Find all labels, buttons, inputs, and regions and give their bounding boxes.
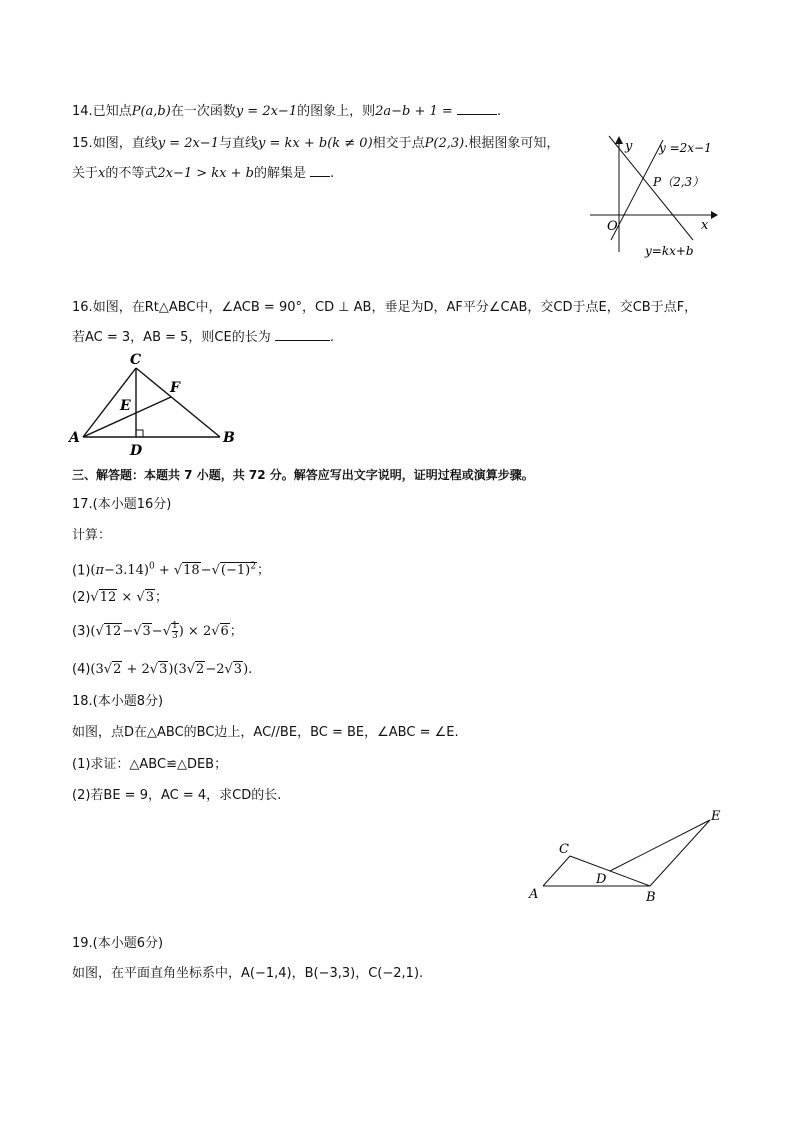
q16-text-1: 如图，在Rt△ABC中，∠ACB = 90°，CD ⊥ AB，垂足为D，AF平分∠CAB，交CD于点E，交CB于点F， (92, 300, 698, 315)
q18-part-2: (2)若BE = 9，AC = 4，求CD的长. (72, 788, 282, 803)
q16-label-f: F (170, 380, 180, 396)
q18-label-a: A (529, 887, 539, 902)
q17-part-2-label: (2) (72, 590, 91, 605)
q15-figure (585, 130, 735, 262)
q17-part-1: $(1)(\pi-3.14)^0 + √18-√(-1)^2$； (72, 562, 270, 579)
q15-y-arrow (615, 136, 623, 144)
q15-text-f: 的不等式 (105, 166, 158, 181)
q15-eq2: y = kx + b(k ≠ 0) (258, 136, 373, 151)
q17-part-4-label: (4) (72, 662, 91, 677)
q17-part-1-label: (1) (72, 563, 91, 579)
q15-text-g: 的解集是 (254, 166, 307, 181)
q17-part-2: (2)√12 × √3； (72, 590, 169, 605)
q18-part-1: (1)求证：△ABC≌△DEB； (72, 757, 228, 772)
q15-text-b: 与直线 (218, 136, 258, 151)
q16-answer-blank[interactable] (275, 328, 330, 341)
q16-number: 16. (72, 300, 93, 315)
q14-number: 14. (72, 104, 93, 119)
q18-side-ac (543, 856, 570, 886)
q17-part-4: (4)(3√2 + 2√3)(3√2−2√3). (72, 662, 253, 677)
q16-right-angle-mark (136, 430, 143, 437)
q18-side-be (650, 820, 710, 886)
q16-label-a: A (69, 430, 80, 446)
q15-text-a: 如图，直线 (92, 136, 158, 151)
q18-figure (525, 808, 725, 904)
q16-end: . (329, 330, 334, 345)
q17-part-3-label: (3) (72, 624, 91, 639)
q16-side-cb (136, 368, 220, 437)
q15-text-c: 相交于点 (372, 136, 425, 151)
q15-text-d: .根据图象可知， (464, 136, 560, 151)
q14-point: P(a,b) (131, 104, 171, 119)
q14-line (72, 102, 501, 122)
q18-label-c: C (559, 842, 569, 857)
q16-figure (68, 350, 238, 458)
q15-line2-label: y=kx+b (645, 244, 694, 258)
q15-end: . (330, 166, 335, 181)
q15-x-arrow (711, 211, 718, 219)
q14-equation: y = 2x−1 (235, 104, 298, 119)
q16-label-c: C (130, 352, 142, 368)
q15-x-label: x (701, 218, 709, 233)
q15-var-x: x (98, 166, 106, 181)
q17-header: 17.(本小题16分) (72, 497, 172, 512)
section-3-title: 三、解答题：本题共 7 小题，共 72 分。解答应写出文字说明，证明过程或演算步骤。 (72, 468, 534, 482)
q18-header: 18.(本小题8分) (72, 694, 164, 709)
q16-text-2: 若AC = 3，AB = 5，则CE的长为 (72, 330, 271, 345)
q15-line-1 (72, 134, 559, 154)
q15-answer-blank[interactable] (310, 164, 330, 177)
q16-line-2 (72, 328, 334, 348)
q14-answer-blank[interactable] (457, 102, 497, 115)
q16-line-1 (72, 298, 697, 318)
q15-line1-label: y =2x−1 (659, 141, 712, 155)
q14-text-2: 在一次函数 (170, 104, 236, 119)
q15-number: 15. (72, 136, 93, 151)
q16-label-b: B (223, 430, 235, 446)
q15-inequality: 2x−1 > kx + b (157, 166, 254, 181)
q14-text-1: 已知点 (92, 104, 132, 119)
q18-label-b: B (646, 890, 656, 904)
q14-expression: 2a−b + 1 = (375, 104, 453, 119)
q15-line-2 (72, 164, 334, 184)
q15-point: P(2,3) (424, 136, 465, 151)
q15-origin-label: O (607, 219, 618, 234)
q18-side-de (610, 820, 710, 871)
q18-label-d: D (596, 872, 607, 887)
q14-text-3: 的图象上，则 (297, 104, 376, 119)
q19-line-1: 如图，在平面直角坐标系中，A(−1,4)，B(−3,3)，C(−2,1). (72, 966, 424, 981)
q17-intro: 计算： (72, 528, 112, 543)
q19-header: 19.(本小题6分) (72, 936, 164, 951)
q15-y-label: y (625, 139, 633, 154)
q17-part-3: (3)(√12−√3−√ $\frac{1}{3}$ ) × 2√6； (72, 621, 243, 641)
q16-label-e: E (120, 398, 131, 414)
q15-eq1: y = 2x−1 (157, 136, 219, 151)
q14-end: . (496, 104, 502, 119)
q15-text-e: 关于 (72, 166, 99, 181)
q18-line-1: 如图，点D在△ABC的BC边上，AC//BE，BC = BE，∠ABC = ∠E. (72, 725, 459, 740)
q16-label-d: D (130, 443, 143, 458)
q15-point-label: P（2,3） (653, 175, 705, 189)
q18-label-e: E (711, 809, 721, 824)
